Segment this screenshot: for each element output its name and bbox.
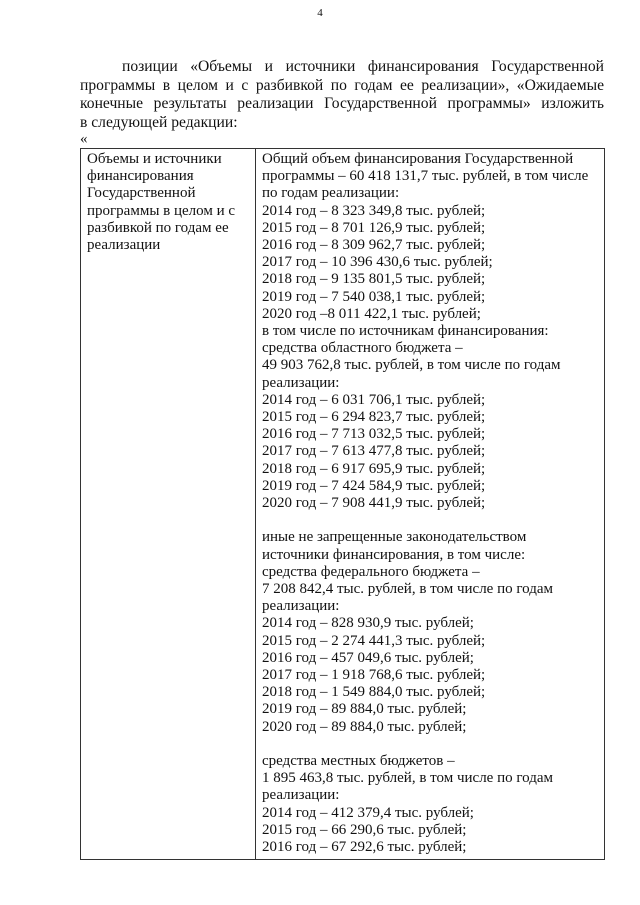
intro-paragraph	[80, 58, 604, 132]
content-line: 2017 год – 10 396 430,6 тыс. рублей;	[262, 254, 493, 271]
content-line: Общий объем финансирования Государственной	[262, 151, 574, 167]
content-line: 2015 год – 66 290,6 тыс. рублей;	[262, 821, 467, 838]
content-line: 1 895 463,8 тыс. рублей, в том числе по годам	[262, 770, 553, 787]
content-line: 2016 год – 8 309 962,7 тыс. рублей;	[262, 237, 486, 254]
row-content-cell	[256, 149, 605, 860]
content-line: программы – 60 418 131,7 тыс. рублей, в том числе	[262, 168, 589, 185]
content-line: 2016 год – 457 049,6 тыс. рублей;	[262, 649, 474, 666]
content-line: средства местных бюджетов –	[262, 753, 455, 770]
content-line: средства федерального бюджета –	[262, 563, 480, 580]
label-line: программы в целом и с	[87, 202, 236, 219]
intro-line: в следующей редакции:	[80, 113, 238, 131]
content-line: 49 903 762,8 тыс. рублей, в том числе по годам	[262, 357, 561, 374]
content-line: 2019 год – 7 424 584,9 тыс. рублей;	[262, 477, 486, 494]
content-line: реализации:	[262, 598, 340, 615]
content-line: 2018 год – 1 549 884,0 тыс. рублей;	[262, 684, 486, 701]
content-line: 2019 год – 89 884,0 тыс. рублей;	[262, 701, 467, 718]
content-line: по годам реализации:	[262, 185, 400, 202]
content-line: 2015 год – 2 274 441,3 тыс. рублей;	[262, 632, 486, 649]
intro-line: позиции «Объемы и источники финансирования Государственной	[122, 58, 604, 75]
content-line: источники финансирования, в том числе:	[262, 546, 526, 563]
financing-table	[80, 148, 605, 860]
content-line	[262, 512, 600, 529]
label-line: Государственной	[87, 185, 196, 202]
content-line: 2020 год – 89 884,0 тыс. рублей;	[262, 718, 467, 735]
content-line: 2018 год – 9 135 801,5 тыс. рублей;	[262, 271, 486, 288]
open-quote: «	[80, 131, 88, 147]
content-line: 2016 год – 7 713 032,5 тыс. рублей;	[262, 426, 486, 443]
label-line: Объемы и источники	[87, 151, 222, 167]
content-line: 2015 год – 8 701 126,9 тыс. рублей;	[262, 219, 486, 236]
row-label-cell	[81, 149, 256, 860]
content-line: 2018 год – 6 917 695,9 тыс. рублей;	[262, 460, 486, 477]
content-line: реализации:	[262, 787, 340, 804]
intro-line: конечные результаты реализации Государственной программы» изложить	[80, 95, 604, 112]
content-line: 2017 год – 7 613 477,8 тыс. рублей;	[262, 443, 486, 460]
content-line: иные не запрещенные законодательством	[262, 529, 527, 546]
content-line: 2020 год – 7 908 441,9 тыс. рублей;	[262, 495, 486, 512]
content-line: 2019 год – 7 540 038,1 тыс. рублей;	[262, 288, 486, 305]
label-line: разбивкой по годам ее	[87, 219, 229, 236]
content-line: 2014 год – 6 031 706,1 тыс. рублей;	[262, 391, 486, 408]
label-line: финансирования	[87, 168, 194, 185]
content-line: 2015 год – 6 294 823,7 тыс. рублей;	[262, 409, 486, 426]
page-number: 4	[317, 7, 323, 19]
content-line: реализации:	[262, 374, 340, 391]
content-line	[262, 736, 600, 753]
content-line: 2014 год – 8 323 349,8 тыс. рублей;	[262, 202, 486, 219]
content-line: средства областного бюджета –	[262, 340, 463, 357]
label-line: реализации	[87, 237, 161, 254]
content-line: 2016 год – 67 292,6 тыс. рублей;	[262, 839, 467, 856]
content-line: 2020 год –8 011 422,1 тыс. рублей;	[262, 305, 481, 322]
content-line: 2017 год – 1 918 768,6 тыс. рублей;	[262, 667, 486, 684]
content-line: 7 208 842,4 тыс. рублей, в том числе по годам	[262, 581, 553, 598]
content-line: 2014 год – 412 379,4 тыс. рублей;	[262, 804, 474, 821]
intro-line: программы в целом и с разбивкой по годам ее реализации», «Ожидаемые	[80, 76, 604, 94]
content-line: в том числе по источникам финансирования:	[262, 323, 549, 340]
table-row	[81, 149, 605, 860]
content-line: 2014 год – 828 930,9 тыс. рублей;	[262, 615, 474, 632]
